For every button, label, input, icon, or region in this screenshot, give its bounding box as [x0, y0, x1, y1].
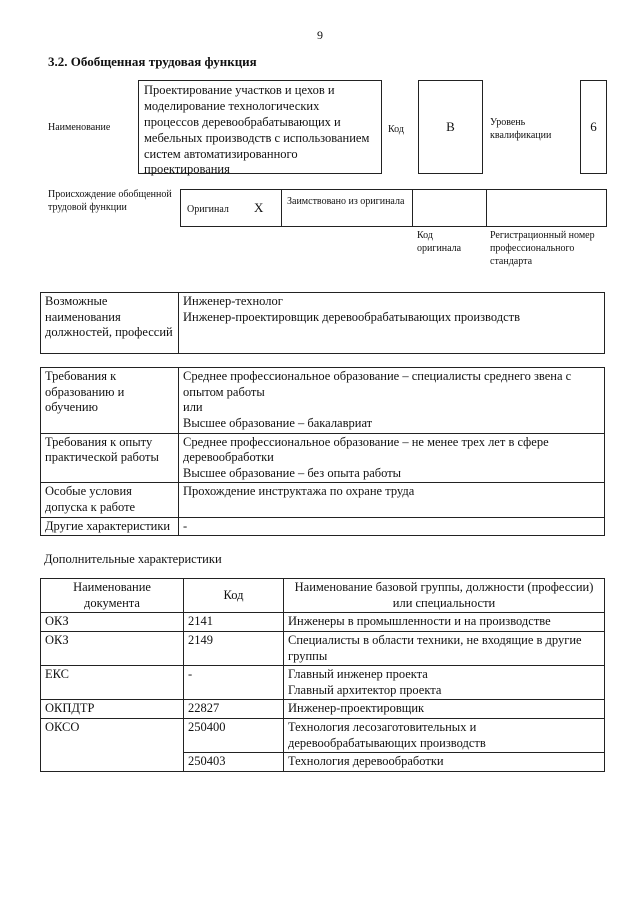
requirement-row-education: [41, 368, 605, 434]
original-label: Оригинал: [187, 204, 229, 215]
additional-title: Дополнительные характеристики: [44, 552, 222, 566]
doc-cell: ОКПДТР: [41, 700, 184, 719]
table-row: [41, 631, 605, 665]
function-code-value: В: [418, 80, 483, 174]
code-cell: 250403: [184, 753, 284, 772]
header-group-name: Наименование базовой группы, должности (профессии) или специальности: [284, 579, 605, 613]
requirement-label: Особые условия допуска к работе: [41, 483, 179, 517]
additional-table: [40, 578, 605, 772]
header-document: Наименование документа: [41, 579, 184, 613]
table-row: [41, 719, 605, 753]
code-label: Код: [388, 124, 404, 135]
borrowed-label: Заимствовано из оригинала: [287, 196, 405, 207]
group-name-cell: Специалисты в области техники, не входящие в другие группы: [284, 631, 605, 665]
function-name-value: Проектирование участков и цехов и моделирование технологических процессов деревообрабатывающих и мебельных производств с использованием систем автоматизированного проектирования: [138, 80, 382, 174]
requirement-line: Среднее профессиональное образование – не менее трех лет в сфере деревообработки: [183, 434, 549, 465]
requirement-line: Высшее образование – без опыта работы: [183, 465, 402, 480]
doc-cell: ОКСО: [41, 719, 184, 772]
group-name-cell: Инженеры в промышленности и на производстве: [284, 613, 605, 632]
original-mark: X: [254, 200, 264, 215]
doc-cell: ОКЗ: [41, 631, 184, 665]
code-cell: -: [184, 666, 284, 700]
section-title: 3.2. Обобщенная трудовая функция: [48, 54, 257, 69]
requirement-line: Среднее профессиональное образование – специалисты среднего звена с опытом работы: [183, 369, 572, 399]
reg-number-caption: Регистрационный номер профессионального стандарта: [490, 230, 595, 267]
level-value: 6: [580, 80, 607, 174]
group-name-cell: Инженер-проектировщик: [284, 700, 605, 719]
positions-label: Возможные наименования должностей, профессий: [41, 293, 179, 354]
requirements-table: [40, 367, 605, 536]
requirement-line: -: [183, 518, 188, 533]
level-label: Уровень квалификации: [490, 117, 552, 141]
requirement-label: Требования к опыту практической работы: [41, 433, 179, 483]
requirement-line: Высшее образование – бакалавриат: [183, 415, 373, 430]
positions-table: [40, 292, 605, 354]
code-cell: 22827: [184, 700, 284, 719]
table-row: [41, 613, 605, 632]
table-row: [41, 666, 605, 700]
requirement-row-admission: [41, 483, 605, 517]
requirement-row-other: [41, 517, 605, 536]
code-cell: 250400: [184, 719, 284, 753]
origin-row: [180, 189, 607, 227]
position-line: Инженер-проектировщик деревообрабатывающих производств: [183, 309, 520, 324]
header-code: Код: [184, 579, 284, 613]
origin-label: Происхождение обобщенной трудовой функции: [48, 189, 172, 213]
name-label: Наименование: [48, 122, 111, 133]
requirement-line: или: [183, 400, 203, 415]
requirement-row-experience: [41, 433, 605, 483]
position-line: Инженер-технолог: [183, 294, 283, 308]
doc-cell: ЕКС: [41, 666, 184, 700]
table-row: [41, 700, 605, 719]
doc-cell: ОКЗ: [41, 613, 184, 632]
code-original-caption: Код оригинала: [417, 230, 462, 254]
requirement-line: Прохождение инструктажа по охране труда: [183, 484, 415, 499]
group-name-cell: Главный инженер проекта Главный архитектор проекта: [284, 666, 605, 700]
requirement-label: Другие характеристики: [41, 517, 179, 536]
group-name-cell: Технология деревообработки: [284, 753, 605, 772]
page-number: 9: [317, 28, 323, 42]
code-cell: 2141: [184, 613, 284, 632]
code-cell: 2149: [184, 631, 284, 665]
group-name-cell: Технология лесозаготовительных и деревообрабатывающих производств: [284, 719, 605, 753]
requirement-label: Требования к образованию и обучению: [41, 368, 179, 434]
